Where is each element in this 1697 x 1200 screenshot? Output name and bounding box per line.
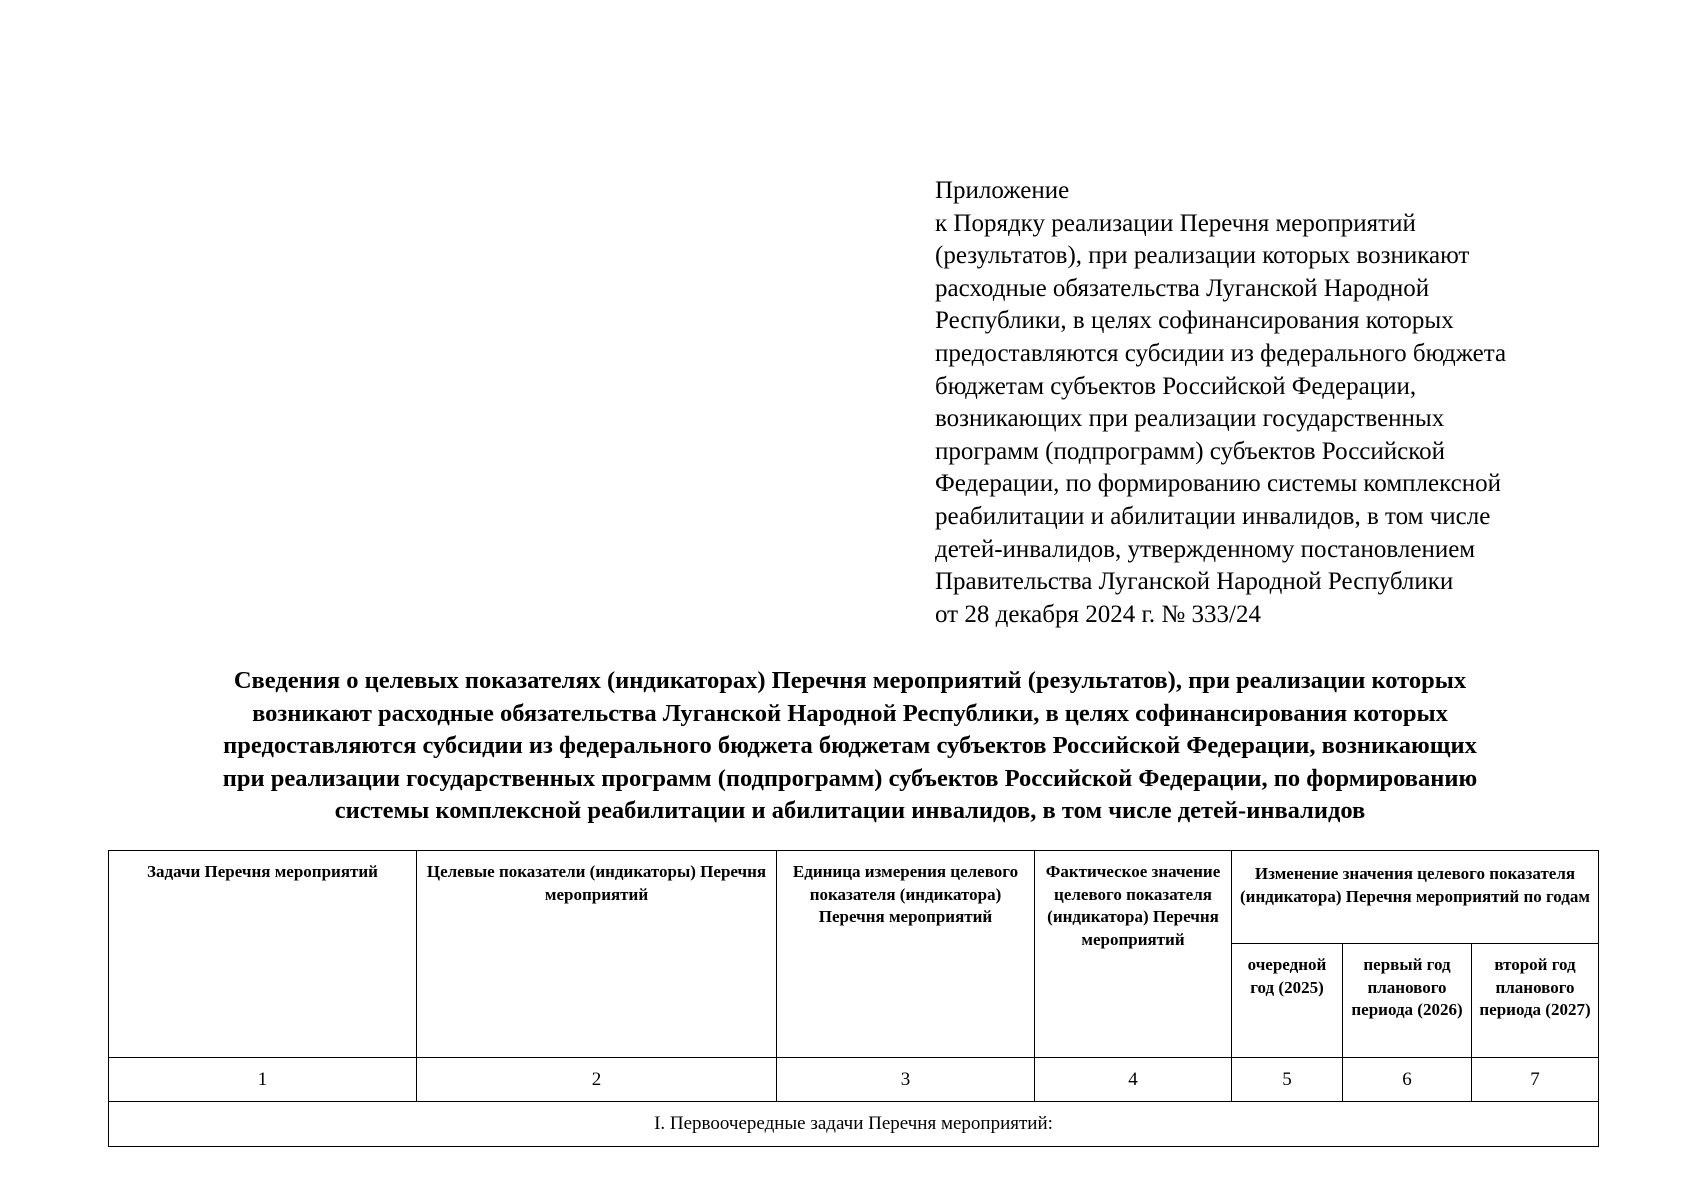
appendix-line: возникающих при реализации государственных xyxy=(935,405,1445,433)
column-number: 7 xyxy=(1472,1058,1599,1102)
title-line: возникают расходные обязательства Луганской Народной Республики, в целях софинансирования которых xyxy=(252,699,1448,727)
appendix-line: Правительства Луганской Народной Республики xyxy=(935,568,1454,596)
appendix-line: (результатов), при реализации которых возникают xyxy=(935,242,1470,270)
column-numbers-row xyxy=(109,1058,1599,1102)
appendix-line: детей-инвалидов, утвержденному постановлением xyxy=(935,535,1476,563)
table-header-row xyxy=(109,851,1599,944)
header-year-current: очередной год (2025) xyxy=(1232,944,1343,1058)
appendix-line: бюджетам субъектов Российской Федерации, xyxy=(935,372,1417,400)
header-indicators: Целевые показатели (индикаторы) Перечня мероприятий xyxy=(417,851,777,1058)
header-year-plan-2: второй год планового периода (2027) xyxy=(1472,944,1599,1058)
header-actual-value: Фактическое значение целевого показателя (индикатора) Перечня мероприятий xyxy=(1035,851,1232,1058)
title-line: системы комплексной реабилитации и абилитации инвалидов, в том числе детей-инвалидов xyxy=(334,797,1366,824)
column-number: 2 xyxy=(417,1058,777,1102)
appendix-line: предоставляются субсидии из федерального бюджета xyxy=(935,339,1507,367)
column-number: 3 xyxy=(777,1058,1035,1102)
column-number: 1 xyxy=(109,1058,417,1102)
appendix-line: программ (подпрограмм) субъектов Российской xyxy=(935,437,1445,465)
title-line: Сведения о целевых показателях (индикаторах) Перечня мероприятий (результатов), при реализации которых xyxy=(233,667,1467,694)
indicators-table xyxy=(108,850,1599,1147)
column-number: 5 xyxy=(1232,1058,1343,1102)
appendix-line: расходные обязательства Луганской Народной xyxy=(935,274,1430,302)
header-unit: Единица измерения целевого показателя (индикатора) Перечня мероприятий xyxy=(777,851,1035,1058)
title-line: предоставляются субсидии из федерального бюджета бюджетам субъектов Российской Федерации, возникающих xyxy=(223,732,1477,759)
appendix-block xyxy=(935,175,1635,631)
appendix-line: к Порядку реализации Перечня мероприятий xyxy=(935,209,1416,237)
appendix-line: Приложение xyxy=(935,177,1070,204)
appendix-line: Республики, в целях софинансирования которых xyxy=(935,307,1454,335)
header-year-plan-1: первый год планового периода (2026) xyxy=(1343,944,1472,1058)
title-line: при реализации государственных программ (подпрограмм) субъектов Российской Федерации, по формированию xyxy=(222,764,1478,792)
appendix-line: реабилитации и абилитации инвалидов, в том числе xyxy=(935,502,1491,530)
column-number: 6 xyxy=(1343,1058,1472,1102)
section-row xyxy=(109,1102,1599,1147)
header-change-by-years: Изменение значения целевого показателя (индикатора) Перечня мероприятий по годам xyxy=(1232,851,1599,944)
section-heading: I. Первоочередные задачи Перечня мероприятий: xyxy=(109,1102,1599,1147)
document-title xyxy=(100,665,1600,828)
appendix-line: Федерации, по формированию системы комплексной xyxy=(935,470,1501,498)
header-tasks: Задачи Перечня мероприятий xyxy=(109,851,417,1058)
appendix-line: от 28 декабря 2024 г. № 333/24 xyxy=(935,600,1261,628)
column-number: 4 xyxy=(1035,1058,1232,1102)
